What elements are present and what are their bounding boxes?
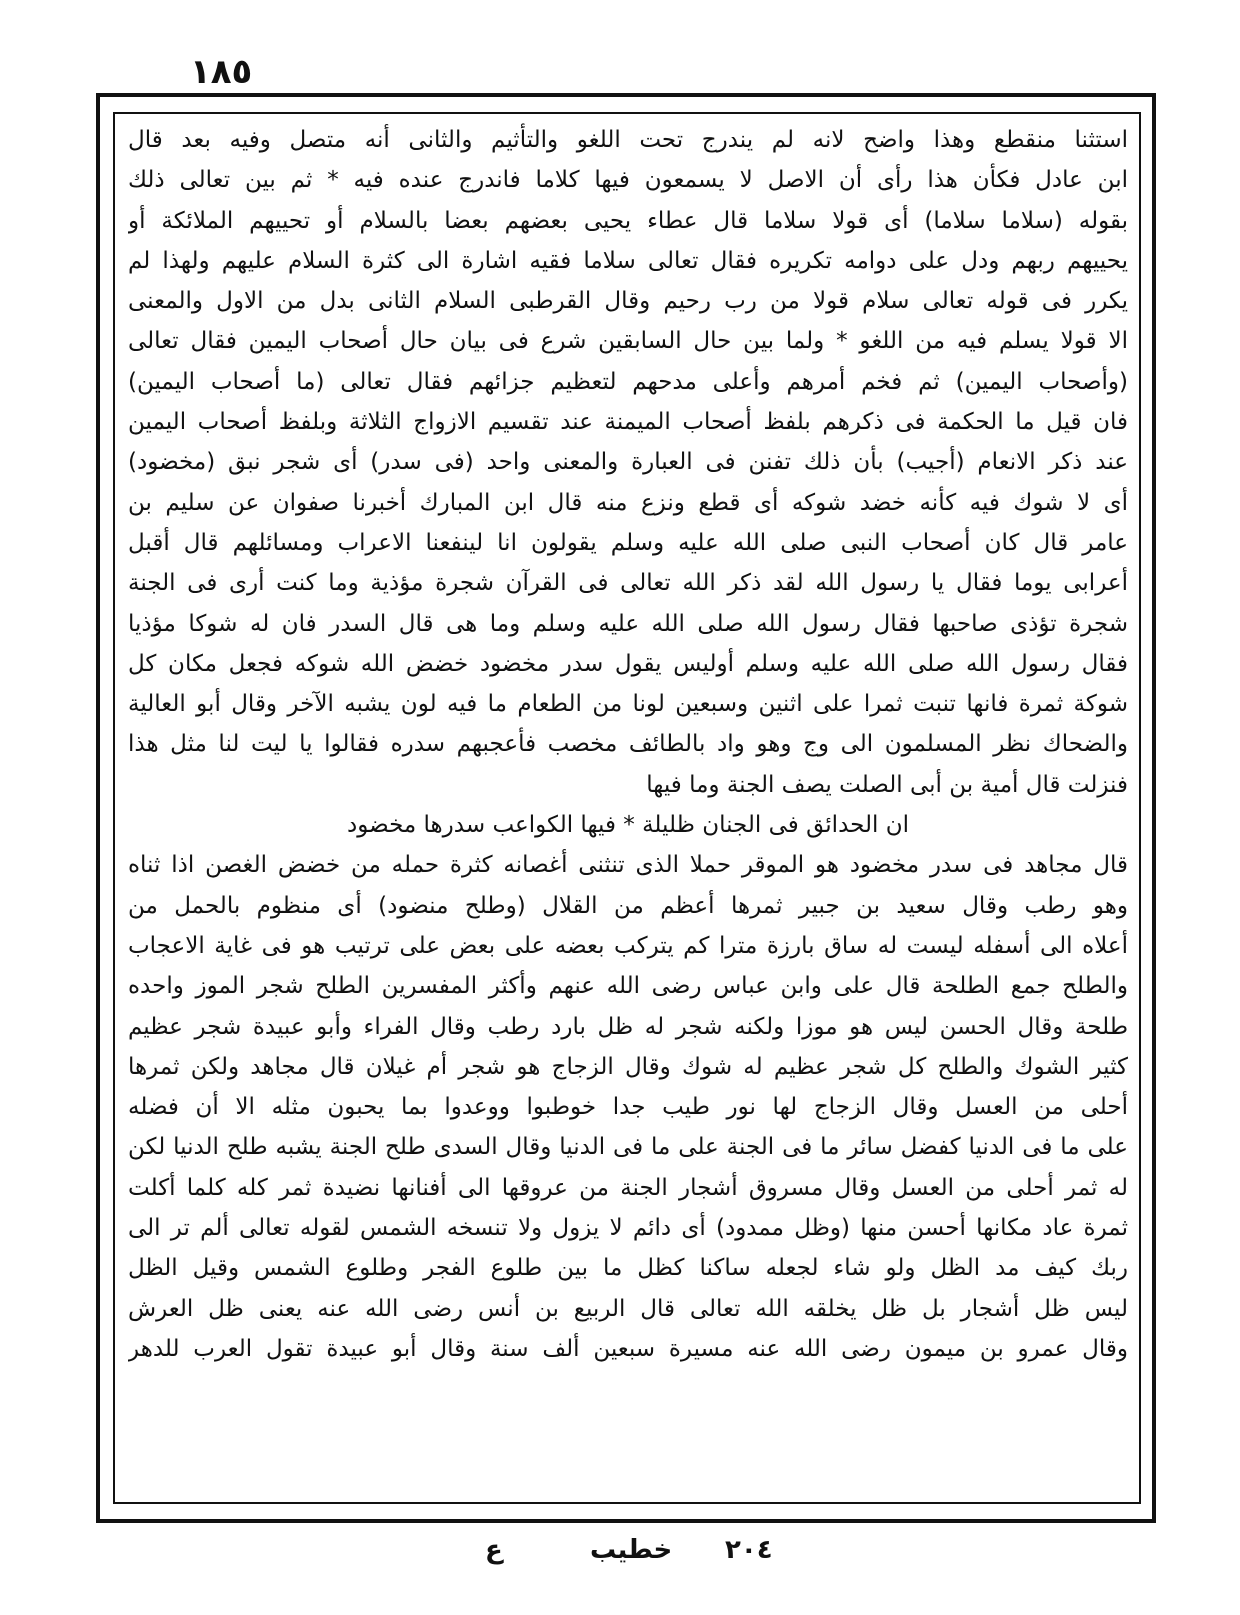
text-line: طلحة وقال الحسن ليس هو موزا ولكنه شجر له ظل بارد رطب وقال الفراء وأبو عبيدة شجر عظيم bbox=[128, 1013, 1128, 1040]
text-line: ربك كيف مد الظل ولو شاء لجعله ساكنا كظل ما بين طلوع الفجر وطلوع الشمس وقيل الظل bbox=[128, 1255, 1128, 1282]
text-line: شوكة ثمرة فانها تنبت ثمرا على اثنين وسبعين لونا من الطعام ما فيه لون يشبه الآخر وقال أبو العالية bbox=[128, 691, 1128, 718]
text-line: وقال عمرو بن ميمون رضى الله عنه مسيرة سبعين ألف سنة وقال أبو عبيدة تقول العرب للدهر bbox=[128, 1335, 1128, 1362]
text-line: ابن عادل فكأن هذا رأى أن الاصل لا يسمعون فيها كلاما فاندرج عنده فيه * ثم بين تعالى ذلك bbox=[128, 167, 1128, 194]
text-line: عامر قال كان أصحاب النبى صلى الله عليه وسلم يقولون انا لينفعنا الاعراب ومسائلهم قال أقبل bbox=[128, 529, 1128, 556]
signature-letter: ع bbox=[485, 1535, 503, 1565]
text-line: وهو رطب وقال سعيد بن جبير ثمرها أعظم من القلال (وطلح منضود) أى منظوم بالحمل من bbox=[128, 892, 1128, 919]
footer-signature bbox=[0, 1535, 1240, 1575]
text-line: عند ذكر الانعام (أجيب) بأن ذلك تفنن فى العبارة والمعنى واحد (فى سدر) أى شجر نبق (مخضود) bbox=[128, 449, 1128, 476]
text-line: شجرة تؤذى صاحبها فقال رسول الله صلى الله عليه وسلم وما هى قال السدر فان له شوكا مؤذيا bbox=[128, 610, 1128, 637]
text-line: أعلاه الى أسفله ليست له ساق بارزة مترا كم يتركب بعضه على بعض على ترتيب هو فى غاية الاعجاب bbox=[128, 932, 1128, 959]
signature-number: ٢٠٤ bbox=[725, 1535, 773, 1565]
signature-word: خطيب bbox=[590, 1535, 673, 1565]
text-line: بقوله (سلاما سلاما) أى قولا سلاما قال عطاء يحيى بعضهم بعضا بالسلام أو تحييهم الملائكة أو bbox=[128, 207, 1128, 234]
text-line: قال مجاهد فى سدر مخضود هو الموقر حملا الذى تنثنى أغصانه كثرة حمله من خضض الغصن اذا ثناه bbox=[128, 852, 1128, 879]
verse-line: ان الحدائق فى الجنان ظليلة * فيها الكواعب سدرها مخضود bbox=[347, 812, 909, 839]
text-line: استثنا منقطع وهذا واضح لانه لم يندرج تحت اللغو والتأثيم والثانى أنه متصل وفيه بعد قال bbox=[128, 127, 1128, 153]
text-line: والطلح جمع الطلحة قال على وابن عباس رضى الله عنهم وأكثر المفسرين الطلح شجر الموز واحده bbox=[128, 973, 1128, 1000]
text-line: والضحاك نظر المسلمون الى وج وهو واد بالطائف مخصب فأعجبهم سدره فقالوا يا ليت لنا مثل هذا bbox=[128, 731, 1128, 758]
text-line: أعرابى يوما فقال يا رسول الله لقد ذكر الله تعالى فى القرآن شجرة مؤذية وما كنت أرى فى الجنة bbox=[128, 570, 1128, 597]
text-line: أى لا شوك فيه كأنه خضد شوكه أى قطع ونزع منه قال ابن المبارك أخبرنا صفوان عن سليم بن bbox=[128, 489, 1128, 516]
text-line: يكرر فى قوله تعالى سلام قولا من رب رحيم وقال القرطبى السلام الثانى بدل من الاول والمعنى bbox=[128, 288, 1128, 315]
text-line: ليس ظل أشجار بل ظل يخلقه الله تعالى قال الربيع بن أنس رضى الله عنه يعنى ظل العرش bbox=[128, 1295, 1128, 1322]
text-line: يحييهم ربهم ودل على دوامه تكريره فقال تعالى سلاما فقيه اشارة الى كثرة السلام عليهم ولهذا لم bbox=[128, 247, 1128, 274]
text-line: (وأصحاب اليمين) ثم فخم أمرهم وأعلى مدحهم لتعظيم جزائهم فقال تعالى (ما أصحاب اليمين) bbox=[128, 368, 1128, 395]
text-line: على ما فى الدنيا كفضل سائر ما فى الجنة على ما فى الدنيا وقال السدى طلح الجنة يشبه طلح الدنيا لكن bbox=[128, 1134, 1128, 1161]
text-line: ثمرة عاد مكانها أحسن منها (وظل ممدود) أى دائم لا يزول ولا تنسخه الشمس لقوله تعالى ألم تر الى bbox=[128, 1215, 1128, 1242]
text-body bbox=[128, 120, 1128, 1500]
page-number: ١٨٥ bbox=[190, 52, 253, 92]
text-line: فنزلت قال أمية بن أبى الصلت يصف الجنة وما فيها bbox=[646, 771, 1128, 798]
text-line: أحلى من العسل وقال الزجاج لها نور طيب جدا خوطبوا ووعدوا بما يحبون مثله الا أن فضله bbox=[128, 1094, 1128, 1121]
text-line: فان قيل ما الحكمة فى ذكرهم بلفظ أصحاب الميمنة عند تقسيم الازواج الثلاثة وبلفظ أصحاب اليمين bbox=[128, 409, 1128, 436]
text-line: الا قولا يسلم فيه من اللغو * ولما بين حال السابقين شرع فى بيان حال أصحاب اليمين فقال تعالى bbox=[128, 328, 1128, 355]
text-line: كثير الشوك والطلح كل شجر عظيم له شوك وقال الزجاج هو شجر أم غيلان قال مجاهد ولكن ثمرها bbox=[128, 1053, 1128, 1080]
text-line: فقال رسول الله صلى الله عليه وسلم أوليس يقول سدر مخضود خضض الله شوكه فجعل مكان كل bbox=[128, 650, 1128, 677]
text-line: له ثمر أحلى من العسل وقال مسروق أشجار الجنة من عروقها الى أفنانها نضيدة ثمر كله كلما أكلت bbox=[128, 1174, 1128, 1201]
